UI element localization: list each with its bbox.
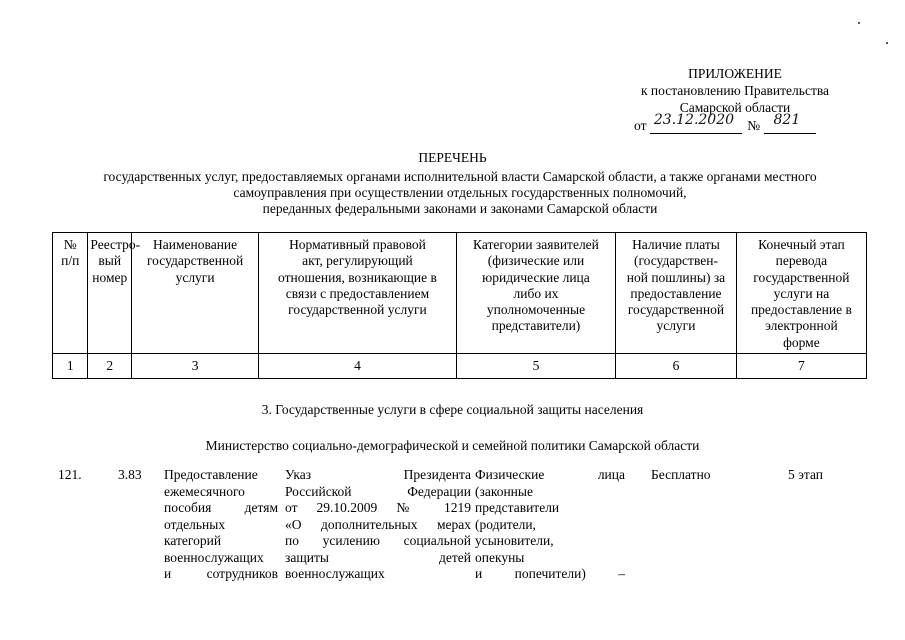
header-line: услуги — [656, 318, 696, 334]
header-line: номер — [92, 269, 128, 285]
header-line: п/п — [61, 253, 80, 269]
cell-line: усыновители, — [475, 533, 554, 548]
subtitle-line: переданных федеральными законами и законами Самарской области — [262, 201, 658, 216]
column-number: 6 — [616, 354, 737, 379]
number-prefix: № — [747, 118, 761, 133]
cell-line: «О дополнительных мерах — [285, 516, 471, 532]
header-line: услуги на — [773, 285, 830, 301]
header-line: № — [63, 237, 77, 252]
subtitle-line: самоуправления при осуществлении отдельных государственных полномочий, — [233, 185, 687, 200]
header-line: юридические лица — [482, 269, 590, 285]
document-subtitle — [50, 169, 870, 217]
header-line: государственной услуги — [288, 302, 427, 318]
header-line: вый — [98, 253, 122, 269]
date-field — [650, 112, 742, 134]
cell-line: защиты детей — [285, 549, 471, 565]
handwritten-number: 821 — [773, 112, 801, 128]
header-line: предоставление — [630, 285, 722, 301]
header-cell-number — [53, 233, 88, 354]
cell-line: военнослужащих — [164, 549, 264, 565]
header-line: Конечный этап — [758, 237, 845, 252]
header-row — [53, 233, 867, 354]
services-table-header — [52, 232, 867, 379]
cell-line: опекуны — [475, 549, 525, 565]
column-number: 3 — [132, 354, 259, 379]
header-line: перевода — [775, 253, 828, 269]
header-line: акт, регулирующий — [302, 253, 413, 269]
header-line: (государствен- — [633, 253, 718, 269]
handwritten-date: 23.12.2020 — [653, 112, 735, 128]
header-line: отношения, возникающие в — [278, 269, 437, 285]
document-title: ПЕРЕЧЕНЬ — [418, 150, 487, 165]
scan-speck — [886, 42, 888, 44]
header-line: либо их — [513, 285, 559, 301]
row-fee: Бесплатно — [651, 467, 711, 482]
header-cell-legal-act — [259, 233, 457, 354]
cell-line: пособия детям — [164, 500, 278, 515]
subtitle-line: государственных услуг, предоставляемых органами исполнительной власти Самарской области, а также органами местного — [103, 169, 817, 184]
header-line: уполномоченные — [486, 302, 586, 318]
header-line: Наличие платы — [632, 237, 720, 252]
header-line: (физические или — [487, 253, 585, 269]
header-cell-applicants — [456, 233, 615, 354]
row-legal-act — [285, 467, 471, 583]
cell-line: отдельных — [164, 516, 226, 532]
cell-line: по усилению социальной — [285, 533, 471, 548]
cell-line: Физические лица — [475, 467, 625, 482]
cell-line: военнослужащих — [285, 566, 385, 581]
cell-line: (родители, — [475, 516, 536, 532]
row-applicants — [475, 467, 625, 583]
header-cell-service-name — [132, 233, 259, 354]
cell-line: категорий — [164, 533, 222, 548]
date-prefix: от — [634, 118, 647, 133]
header-line: Нормативный правовой — [289, 237, 426, 252]
column-number: 5 — [456, 354, 615, 379]
cell-line: Указ Президента — [285, 467, 471, 482]
cell-line: Предоставление — [164, 467, 258, 482]
column-number: 4 — [259, 354, 457, 379]
header-line: Категории заявителей — [473, 237, 599, 252]
appendix-block — [600, 66, 870, 117]
header-line: Реестро- — [90, 237, 141, 252]
row-service-name — [164, 467, 278, 583]
cell-line: Российской Федерации — [285, 483, 471, 499]
date-number-line — [634, 112, 874, 136]
cell-line: от 29.10.2009 № 1219 — [285, 500, 471, 515]
column-number: 1 — [53, 354, 88, 379]
cell-line: ежемесячного — [164, 483, 245, 499]
ministry-heading: Министерство социально-демографической и семейной политики Самарской области — [205, 438, 700, 453]
section-heading: 3. Государственные услуги в сфере социальной защиты населения — [261, 402, 644, 417]
header-line: услуги — [175, 269, 215, 285]
row-final-stage: 5 этап — [788, 467, 824, 482]
header-line: Наименование — [153, 237, 238, 252]
scan-speck — [858, 22, 860, 24]
header-line: государственной — [146, 253, 244, 269]
cell-line: и попечители) – — [475, 566, 625, 581]
cell-line: и сотрудников — [164, 566, 278, 581]
row-number: 121. — [58, 467, 82, 482]
row-registry-number: 3.83 — [118, 467, 142, 482]
header-cell-registry — [88, 233, 141, 354]
cell-line: (законные — [475, 483, 533, 499]
header-line: форме — [783, 334, 820, 350]
column-number: 7 — [736, 354, 866, 379]
header-line: предоставление в — [750, 302, 852, 318]
column-number: 2 — [88, 354, 132, 379]
header-line: ной пошлины) за — [626, 269, 726, 285]
header-cell-fee — [616, 233, 737, 354]
header-cell-final-stage — [736, 233, 866, 354]
header-line: представители) — [491, 318, 581, 334]
header-line: электронной — [765, 318, 838, 334]
header-line: государственной — [627, 302, 725, 318]
header-line: государственной — [753, 269, 850, 285]
header-line: связи с предоставлением — [285, 285, 430, 301]
appendix-line-1: к постановлению Правительства — [640, 83, 830, 98]
cell-line: представители — [475, 500, 560, 515]
appendix-title: ПРИЛОЖЕНИЕ — [688, 66, 782, 81]
appendix-line-2: Самарской области — [679, 100, 791, 115]
column-number-row — [53, 354, 867, 379]
number-field — [764, 112, 816, 134]
